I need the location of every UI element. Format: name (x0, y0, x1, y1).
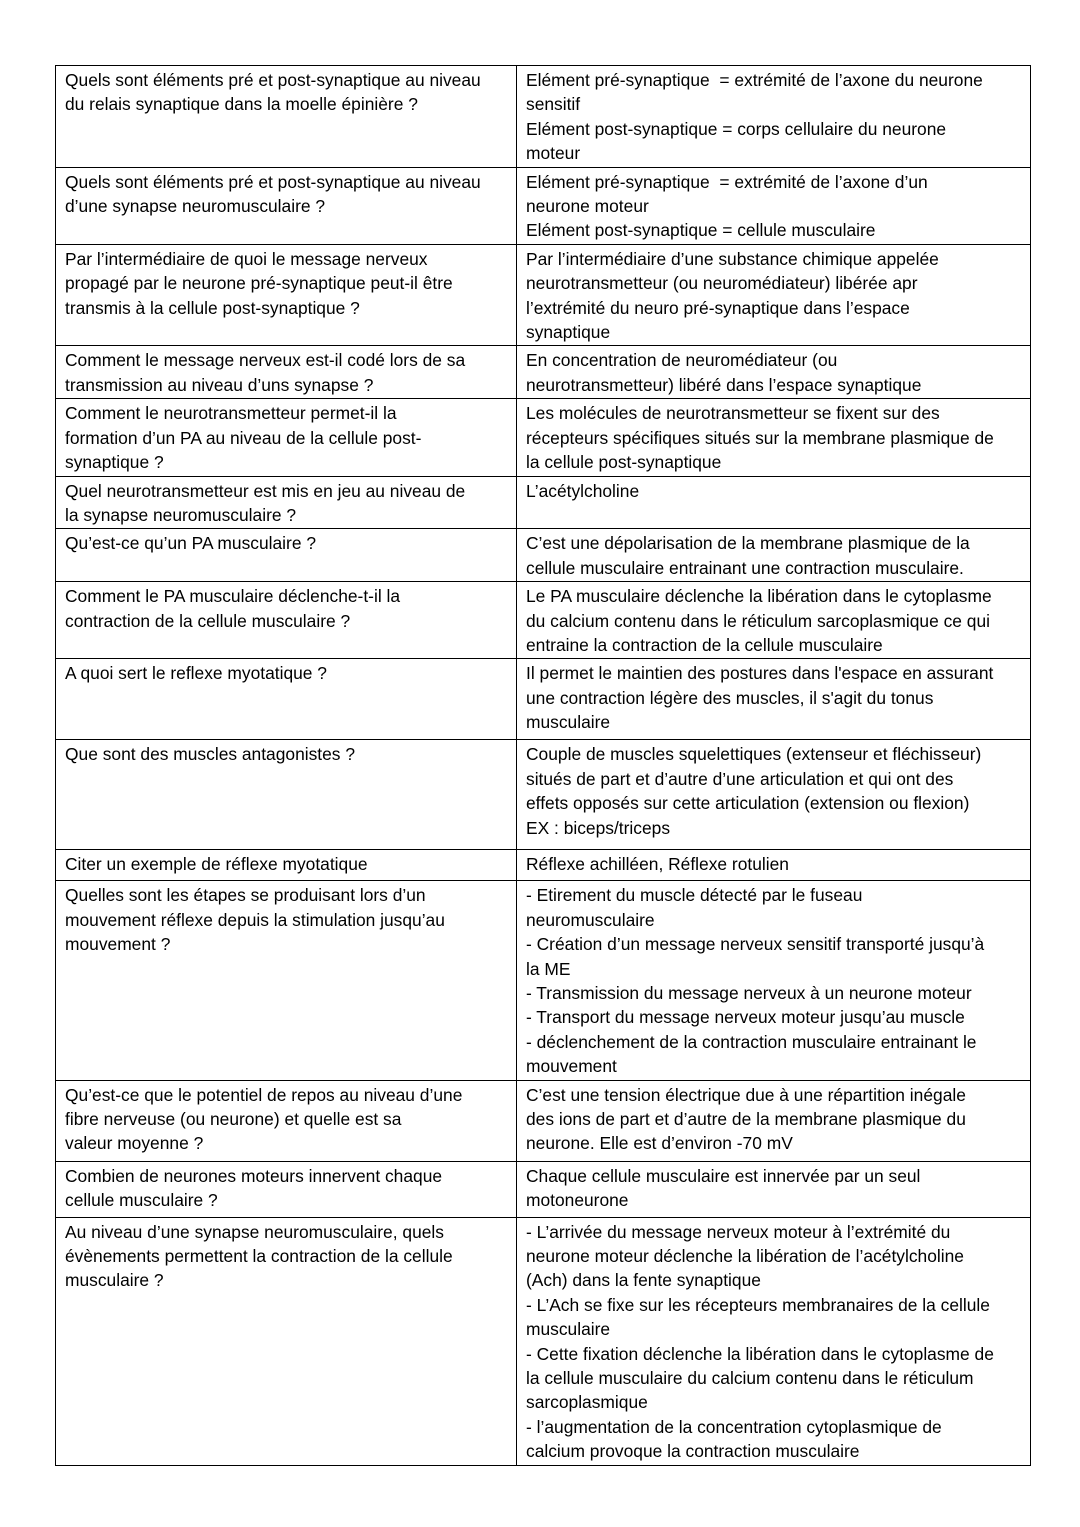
table-row (56, 66, 1031, 168)
table-row (56, 850, 1031, 881)
answer-cell: Elément pré-synaptique = extrémité de l’axone d’un neurone moteur Elément post-synaptique = cellule musculaire (517, 167, 1031, 244)
table-row (56, 881, 1031, 1080)
answer-cell: C’est une tension électrique due à une répartition inégale des ions de part et d’autre de la membrane plasmique du neurone. Elle est d’environ -70 mV (517, 1080, 1031, 1161)
answer-cell: Couple de muscles squelettiques (extenseur et fléchisseur) situés de part et d’autre d’une articulation et qui ont des effets opposés sur cette articulation (extension ou flexion) EX : biceps/triceps (517, 740, 1031, 850)
question-cell: Quels sont éléments pré et post-synaptique au niveau du relais synaptique dans la moelle épinière ? (56, 66, 517, 168)
answer-cell: Chaque cellule musculaire est innervée par un seul motoneurone (517, 1161, 1031, 1217)
table-row (56, 659, 1031, 740)
question-cell: Comment le neurotransmetteur permet-il la formation d’un PA au niveau de la cellule post- synaptique ? (56, 399, 517, 476)
question-cell: Comment le message nerveux est-il codé lors de sa transmission au niveau d’uns synapse ? (56, 346, 517, 399)
answer-cell: Les molécules de neurotransmetteur se fixent sur des récepteurs spécifiques situés sur la membrane plasmique de la cellule post-synaptique (517, 399, 1031, 476)
table-row (56, 1080, 1031, 1161)
question-cell: Qu’est-ce qu’un PA musculaire ? (56, 529, 517, 582)
question-cell: Quelles sont les étapes se produisant lors d’un mouvement réflexe depuis la stimulation jusqu’au mouvement ? (56, 881, 517, 1080)
document-page (55, 65, 1030, 1466)
answer-cell: Elément pré-synaptique = extrémité de l’axone du neurone sensitif Elément post-synaptique = corps cellulaire du neurone moteur (517, 66, 1031, 168)
answer-cell: En concentration de neuromédiateur (ou neurotransmetteur) libéré dans l’espace synaptique (517, 346, 1031, 399)
table-row (56, 1161, 1031, 1217)
table-row (56, 582, 1031, 659)
question-cell: Quel neurotransmetteur est mis en jeu au niveau de la synapse neuromusculaire ? (56, 476, 517, 529)
question-cell: Au niveau d’une synapse neuromusculaire, quels évènements permettent la contraction de la cellule musculaire ? (56, 1217, 517, 1465)
answer-cell: - Etirement du muscle détecté par le fuseau neuromusculaire - Création d’un message nerveux sensitif transporté jusqu’à la ME - Transmission du message nerveux à un neurone moteur - Transport du message nerveux moteur jusqu’au muscle - déclenchement de la contraction musculaire entrainant le mouvement (517, 881, 1031, 1080)
table-row (56, 244, 1031, 346)
table-row (56, 476, 1031, 529)
table-row (56, 346, 1031, 399)
question-cell: Que sont des muscles antagonistes ? (56, 740, 517, 850)
table-row (56, 740, 1031, 850)
table-row (56, 399, 1031, 476)
question-cell: Quels sont éléments pré et post-synaptique au niveau d’une synapse neuromusculaire ? (56, 167, 517, 244)
answer-cell: - L’arrivée du message nerveux moteur à l’extrémité du neurone moteur déclenche la libération de l’acétylcholine (Ach) dans la fente synaptique - L’Ach se fixe sur les récepteurs membranaires de la cellule musculaire - Cette fixation déclenche la libération dans le cytoplasme de la cellule musculaire du calcium contenu dans le réticulum sarcoplasmique - l’augmentation de la concentration cytoplasmique de calcium provoque la contraction musculaire (517, 1217, 1031, 1465)
question-cell: A quoi sert le reflexe myotatique ? (56, 659, 517, 740)
table-row (56, 167, 1031, 244)
qa-table (55, 65, 1031, 1466)
question-cell: Qu’est-ce que le potentiel de repos au niveau d’une fibre nerveuse (ou neurone) et quelle est sa valeur moyenne ? (56, 1080, 517, 1161)
answer-cell: Le PA musculaire déclenche la libération dans le cytoplasme du calcium contenu dans le réticulum sarcoplasmique ce qui entraine la contraction de la cellule musculaire (517, 582, 1031, 659)
question-cell: Citer un exemple de réflexe myotatique (56, 850, 517, 881)
answer-cell: Il permet le maintien des postures dans l'espace en assurant une contraction légère des muscles, il s'agit du tonus musculaire (517, 659, 1031, 740)
answer-cell: Par l’intermédiaire d’une substance chimique appelée neurotransmetteur (ou neuromédiateur) libérée apr l’extrémité du neuro pré-synaptique dans l’espace synaptique (517, 244, 1031, 346)
answer-cell: L’acétylcholine (517, 476, 1031, 529)
question-cell: Par l’intermédiaire de quoi le message nerveux propagé par le neurone pré-synaptique peut-il être transmis à la cellule post-synaptique ? (56, 244, 517, 346)
question-cell: Comment le PA musculaire déclenche-t-il la contraction de la cellule musculaire ? (56, 582, 517, 659)
answer-cell: Réflexe achilléen, Réflexe rotulien (517, 850, 1031, 881)
table-row (56, 1217, 1031, 1465)
answer-cell: C’est une dépolarisation de la membrane plasmique de la cellule musculaire entrainant une contraction musculaire. (517, 529, 1031, 582)
table-row (56, 529, 1031, 582)
question-cell: Combien de neurones moteurs innervent chaque cellule musculaire ? (56, 1161, 517, 1217)
